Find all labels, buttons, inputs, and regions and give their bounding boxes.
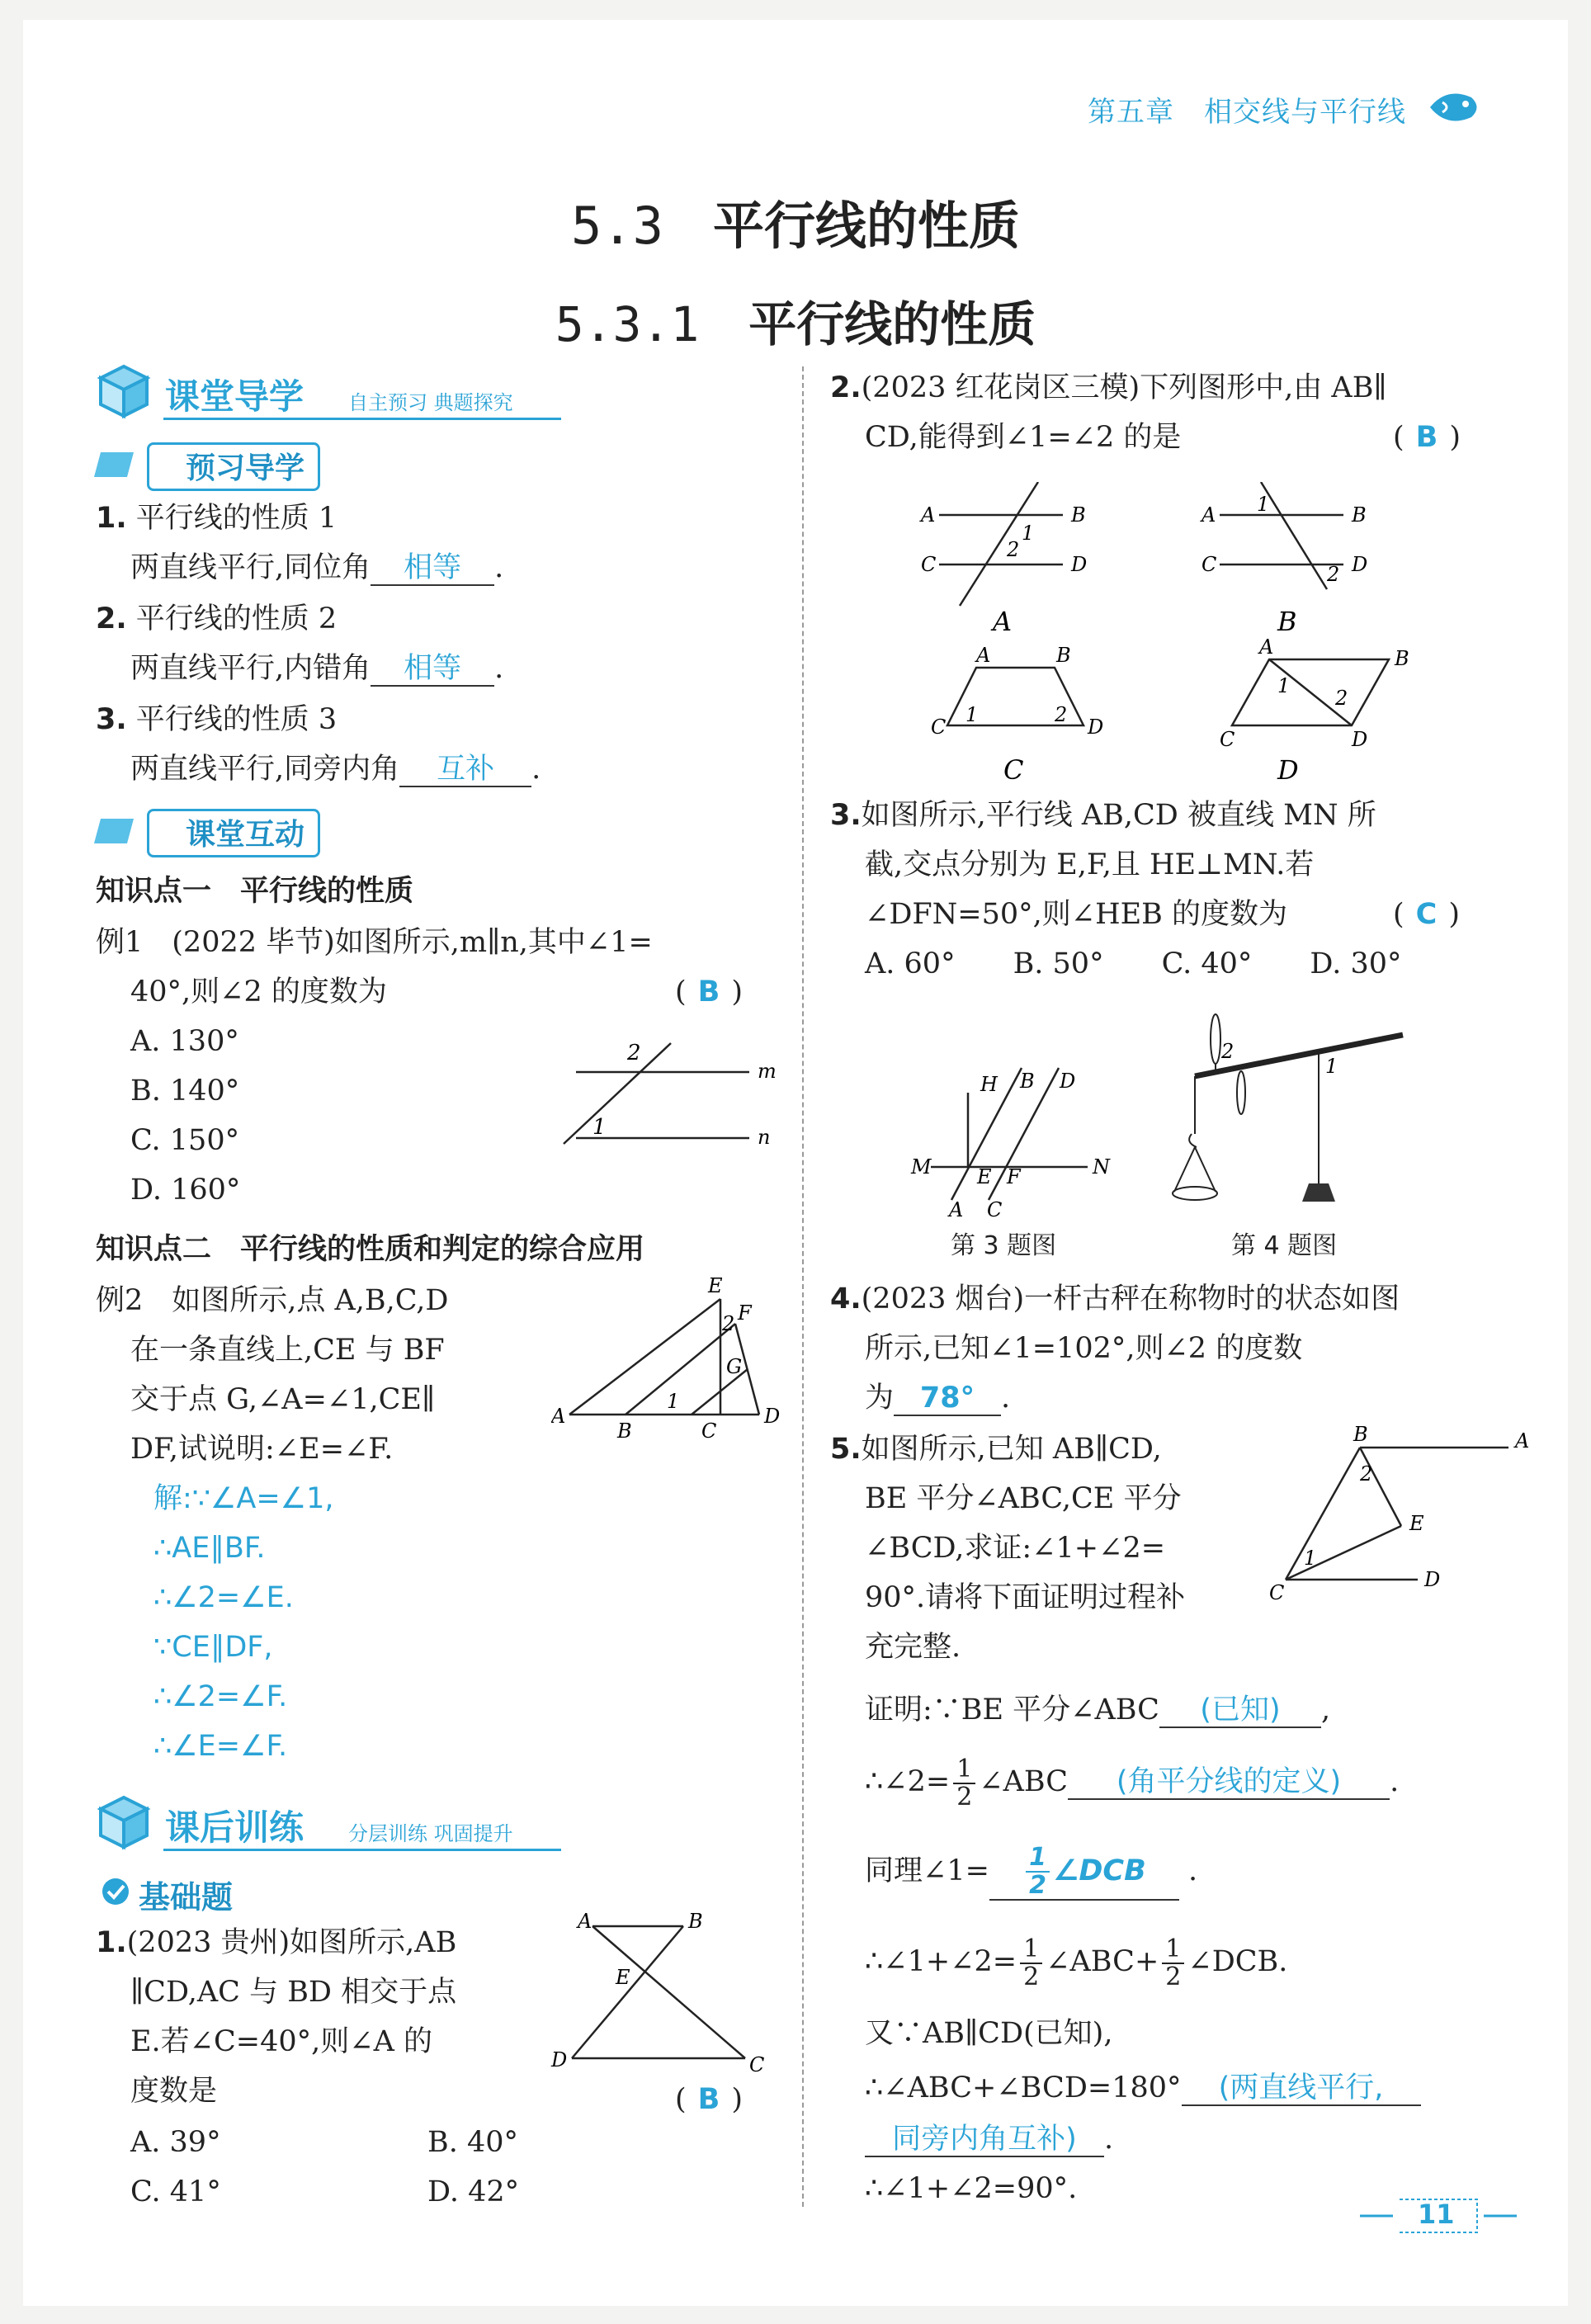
q5-line3: ∠BCD,求证:∠1+∠2= [865, 1532, 1166, 1565]
svg-text:n: n [758, 1126, 771, 1149]
q5-line2: BE 平分∠ABC,CE 平分 [865, 1482, 1182, 1515]
ex1-line2: 40°,则∠2 的度数为 [130, 975, 387, 1008]
svg-text:B: B [617, 1419, 632, 1443]
pre-item-1-stem [130, 551, 503, 586]
pre-item-1-title [96, 502, 337, 535]
proof-line4 [865, 1933, 1287, 1991]
svg-text:E: E [616, 1966, 630, 1989]
svg-text:D: D [1352, 728, 1368, 751]
pre-item-1-stem-text: 两直线平行,同位角 [130, 551, 371, 584]
svg-text:D: D [1352, 553, 1368, 576]
sec2-underline [163, 1849, 561, 1851]
proof-line6b: 同旁内角互补) . [865, 2123, 1113, 2157]
sec1-subtitle: 自主预习 典题探究 [348, 391, 513, 414]
svg-text:B: B [1071, 503, 1086, 527]
q2-answer: B [1415, 421, 1438, 454]
svg-text:1: 1 [1304, 1547, 1317, 1570]
q2-label-d: D [1277, 754, 1299, 786]
subsection-title-text: 平行线的性质 [748, 296, 1036, 352]
basic-heading: 基础题 [139, 1879, 234, 1915]
half-fraction [1020, 1936, 1042, 1991]
svg-text:D: D [1060, 1070, 1076, 1093]
q2-figures [914, 482, 1541, 796]
q5-line1-text: 如图所示,已知 AB∥CD, [861, 1433, 1162, 1466]
column-divider [802, 366, 804, 2207]
pill-preview: 预习导学 [147, 442, 320, 491]
pre-item-2-end: . [494, 652, 504, 685]
pill-marker-icon [94, 452, 134, 477]
chapter-header [1088, 89, 1406, 130]
proof-line6-answer-b: 同旁内角互补) [865, 2123, 1104, 2157]
q4-line3-text: 为 [865, 1382, 895, 1415]
svg-text:B: B [1353, 1423, 1368, 1446]
pre-item-3-answer: 互补 [399, 753, 531, 787]
svg-text:1: 1 [1022, 522, 1035, 545]
pre-item-2-stem [130, 652, 503, 687]
proof-line2-angle: ∠ABC [979, 1765, 1069, 1798]
q2-line1 [830, 371, 1387, 404]
ex1-option-c: C. 150° [130, 1124, 240, 1157]
pre-item-2-title [96, 602, 337, 635]
cube-icon [94, 1793, 153, 1852]
proof-line6 [865, 2071, 1421, 2106]
section-title [23, 185, 1568, 258]
svg-text:E: E [1409, 1512, 1424, 1535]
q5-line5: 充完整. [865, 1631, 961, 1664]
pre-item-3-number: 3. [96, 703, 127, 736]
svg-text:2: 2 [1327, 563, 1340, 586]
q3-line3: ∠DFN=50°,则∠HEB 的度数为 [865, 898, 1288, 931]
fraction-numerator: 1 [1026, 1845, 1050, 1873]
chapter-number: 第五章 [1088, 96, 1174, 129]
proof-line4-dcb: ∠DCB. [1187, 1945, 1288, 1978]
sec1-underline [163, 418, 561, 420]
q1-figure [535, 1910, 782, 2083]
ex1-answer: B [697, 975, 720, 1008]
svg-text:2: 2 [1055, 703, 1068, 726]
pre-item-3-end: . [531, 753, 541, 786]
svg-text:D: D [1424, 1568, 1441, 1591]
svg-text:C: C [1202, 553, 1217, 576]
svg-text:C: C [1220, 728, 1235, 751]
svg-text:1: 1 [1277, 674, 1291, 697]
page-number: 11 [1418, 2199, 1455, 2230]
subsection-number: 5.3.1 [555, 296, 700, 352]
half-fraction [953, 1756, 975, 1811]
fraction-numerator: 1 [953, 1756, 975, 1784]
q4-end: . [1001, 1382, 1011, 1415]
sec2-subtitle: 分层训练 巩固提升 [348, 1822, 513, 1845]
svg-text:m: m [758, 1060, 777, 1083]
svg-text:1: 1 [592, 1115, 607, 1140]
svg-text:B: B [688, 1910, 703, 1933]
q1-line3: E.若∠C=40°,则∠A 的 [130, 2025, 432, 2058]
q4-number: 4. [830, 1282, 862, 1316]
ex1-answer-paren: ( B ) [675, 975, 743, 1008]
fraction-denominator: 2 [1023, 1962, 1040, 1991]
ex1-line1: 例1 (2022 毕节)如图所示,m∥n,其中∠1= [96, 926, 653, 959]
q5-line1 [830, 1433, 1162, 1466]
q2-label-c: C [1003, 754, 1024, 786]
fraction-denominator: 2 [1029, 1871, 1046, 1900]
svg-text:H: H [980, 1073, 998, 1096]
proof-line3-angle: ∠DCB [1052, 1854, 1146, 1887]
svg-text:A: A [1515, 1429, 1530, 1452]
subsection-title [23, 286, 1568, 355]
proof-line4-abc: ∠ABC+ [1046, 1945, 1159, 1978]
cube-icon [94, 361, 153, 421]
svg-text:A: A [1259, 635, 1274, 659]
ex2-line1: 例2 如图所示,点 A,B,C,D [96, 1284, 449, 1317]
svg-text:D: D [551, 2048, 568, 2071]
q5-figure [1253, 1423, 1541, 1604]
proof-line2-text: ∴∠2= [865, 1765, 951, 1798]
proof-line3: 同理∠1= $\frac{1}{2}$ ∠DCB . [865, 1843, 1198, 1900]
svg-text:A: A [551, 1405, 566, 1428]
q3-number: 3. [830, 799, 862, 832]
q1-line1-text: (2023 贵州)如图所示,AB [126, 1926, 457, 1959]
q4-line1 [830, 1282, 1400, 1316]
q3-line2: 截,交点分别为 E,F,且 HE⊥MN.若 [865, 848, 1315, 881]
pill-interaction: 课堂互动 [147, 809, 320, 857]
pre-item-1-answer: 相等 [371, 551, 494, 586]
q4-figure-caption: 第 4 题图 [1231, 1231, 1338, 1260]
proof-line6-answer-a: (两直线平行, [1182, 2071, 1421, 2106]
q4-answer: 78° [894, 1382, 1001, 1416]
svg-text:C: C [749, 2053, 765, 2076]
q1-line2: ∥CD,AC 与 BD 相交于点 [130, 1976, 457, 2009]
ex2-figure [551, 1274, 791, 1448]
q3-options: A. 60° B. 50° C. 40° D. 30° [865, 947, 1402, 980]
q1-number: 1. [96, 1926, 127, 1959]
svg-text:F: F [1007, 1165, 1021, 1188]
pre-item-1-title-text: 平行线的性质 1 [135, 502, 338, 535]
pre-item-1-number: 1. [96, 502, 127, 535]
svg-text:2: 2 [627, 1041, 641, 1065]
proof-line5: 又∵AB∥CD(已知), [865, 2017, 1113, 2050]
svg-text:2: 2 [722, 1312, 735, 1335]
proof-line6-text: ∴∠ABC+∠BCD=180° [865, 2071, 1182, 2104]
fraction-denominator: 2 [1165, 1962, 1182, 1991]
q2-label-b: B [1277, 606, 1297, 637]
chapter-title: 相交线与平行线 [1204, 96, 1406, 129]
q4-line1-text: (2023 烟台)一杆古秤在称物时的状态如图 [861, 1282, 1400, 1316]
q1-option-b: B. 40° [427, 2126, 519, 2159]
pre-item-1-end: . [494, 551, 504, 584]
half-fraction [1162, 1936, 1184, 1991]
q1-line4: 度数是 [130, 2075, 218, 2108]
q5-line4: 90°.请将下面证明过程补 [865, 1581, 1186, 1614]
pre-item-3-title [96, 703, 337, 736]
q3-line1 [830, 799, 1376, 832]
q2-line1-text: (2023 红花岗区三模)下列图形中,由 AB∥ [861, 371, 1387, 404]
pre-item-3-stem [130, 753, 541, 787]
svg-text:1: 1 [1325, 1055, 1338, 1078]
q2-label-a: A [993, 606, 1013, 637]
fraction-numerator: 1 [1162, 1936, 1184, 1964]
svg-text:C: C [931, 716, 947, 739]
ex2-solution-5: ∴∠2=∠F. [153, 1680, 288, 1713]
q2-line2: CD,能得到∠1=∠2 的是 [865, 421, 1182, 454]
fish-logo-icon [1426, 83, 1484, 132]
q2-answer-paren: ( B ) [1393, 421, 1461, 454]
knowledge-point-1: 知识点一 平行线的性质 [96, 875, 414, 908]
proof-line7: ∴∠1+∠2=90°. [865, 2172, 1078, 2205]
proof-line1: 证明:∵BE 平分∠ABC (已知) , [865, 1693, 1331, 1726]
svg-text:B: B [1056, 644, 1071, 667]
svg-text:A: A [1202, 503, 1216, 527]
q1-answer-paren: ( B ) [675, 2083, 743, 2116]
ex2-solution-6: ∴∠E=∠F. [153, 1730, 288, 1763]
svg-text:D: D [1088, 716, 1104, 739]
pre-item-2-stem-text: 两直线平行,内错角 [130, 652, 371, 685]
pill-marker-icon [94, 819, 134, 843]
ex2-solution-4: ∵CE∥DF, [153, 1631, 273, 1664]
q3-line1-text: 如图所示,平行线 AB,CD 被直线 MN 所 [861, 799, 1376, 832]
svg-text:C: C [701, 1419, 717, 1443]
page [23, 20, 1568, 2306]
svg-text:1: 1 [667, 1390, 680, 1413]
svg-text:C: C [1269, 1581, 1285, 1604]
ex1-option-b: B. 140° [130, 1075, 240, 1108]
ex2-line3: 交于点 G,∠A=∠1,CE∥ [130, 1383, 436, 1416]
proof-line3-answer [989, 1845, 1179, 1901]
svg-text:B: B [1395, 647, 1409, 670]
svg-text:2: 2 [1335, 687, 1348, 710]
pre-item-2-number: 2. [96, 602, 127, 635]
q1-option-c: C. 41° [130, 2175, 221, 2208]
svg-text:B: B [1020, 1070, 1035, 1093]
ex2-line2: 在一条直线上,CE 与 BF [130, 1334, 445, 1367]
svg-text:A: A [578, 1910, 592, 1933]
q3-figure-caption: 第 3 题图 [951, 1231, 1057, 1260]
svg-text:M: M [911, 1155, 932, 1179]
ex2-solution-1: 解:∵∠A=∠1, [153, 1482, 334, 1515]
svg-text:G: G [726, 1355, 743, 1378]
svg-text:C: C [921, 553, 937, 576]
proof-line4-text: ∴∠1+∠2= [865, 1945, 1017, 1978]
ex2-solution-3: ∴∠2=∠E. [153, 1581, 294, 1614]
svg-text:D: D [764, 1405, 781, 1428]
pre-item-3-stem-text: 两直线平行,同旁内角 [130, 753, 400, 786]
knowledge-point-2: 知识点二 平行线的性质和判定的综合应用 [96, 1233, 645, 1266]
check-circle-icon [99, 1875, 132, 1908]
svg-text:1: 1 [965, 703, 979, 726]
q1-option-d: D. 42° [427, 2175, 520, 2208]
answer-fraction [1026, 1845, 1050, 1899]
q5-number: 5. [830, 1433, 862, 1466]
svg-text:F: F [738, 1301, 752, 1325]
proof-line3-text: 同理∠1= [865, 1854, 989, 1887]
svg-text:A: A [949, 1198, 964, 1221]
svg-text:E: E [708, 1274, 723, 1297]
q3-answer-paren: ( C ) [1393, 898, 1460, 931]
pre-item-2-title-text: 平行线的性质 2 [135, 602, 338, 635]
sec2-title: 课后训练 [165, 1807, 305, 1848]
ex2-line4: DF,试说明:∠E=∠F. [130, 1433, 394, 1466]
svg-text:B: B [1352, 503, 1367, 527]
fraction-numerator: 1 [1020, 1936, 1042, 1964]
proof-line2-answer: (角平分线的定义) [1068, 1765, 1390, 1800]
pre-item-2-answer: 相等 [371, 652, 494, 687]
q3-answer: C [1415, 898, 1438, 931]
q4-line3 [865, 1382, 1010, 1416]
svg-text:N: N [1093, 1155, 1110, 1179]
q4-line2: 所示,已知∠1=102°,则∠2 的度数 [865, 1332, 1303, 1365]
svg-text:C: C [987, 1198, 1003, 1221]
proof-line1-text: 证明:∵BE 平分∠ABC [865, 1693, 1159, 1726]
svg-text:2: 2 [1221, 1040, 1235, 1063]
section-number: 5.3 [571, 196, 663, 256]
ex1-option-a: A. 130° [130, 1025, 239, 1058]
fraction-denominator: 2 [956, 1782, 973, 1811]
q1-answer: B [697, 2083, 720, 2116]
q1-line1 [96, 1926, 456, 1959]
svg-text:2: 2 [1007, 538, 1020, 561]
proof-line2: ∴∠2= $\frac{1}{2}$ ∠ABC (角平分线的定义) . [865, 1754, 1400, 1811]
svg-text:1: 1 [1257, 493, 1270, 516]
svg-text:A: A [976, 644, 991, 667]
q1-option-a: A. 39° [130, 2126, 221, 2159]
svg-text:2: 2 [1360, 1462, 1373, 1486]
ex2-solution-2: ∴AE∥BF. [153, 1532, 266, 1565]
svg-text:D: D [1071, 553, 1088, 576]
proof-line1-answer: (已知) [1159, 1693, 1321, 1728]
svg-text:A: A [921, 503, 936, 527]
ex1-option-d: D. 160° [130, 1174, 241, 1207]
section-title-text: 平行线的性质 [712, 196, 1020, 256]
svg-text:E: E [977, 1165, 992, 1188]
sec1-title: 课堂导学 [165, 376, 305, 417]
pre-item-3-title-text: 平行线的性质 3 [135, 703, 338, 736]
ex1-figure [551, 1027, 791, 1150]
q2-number: 2. [830, 371, 862, 404]
